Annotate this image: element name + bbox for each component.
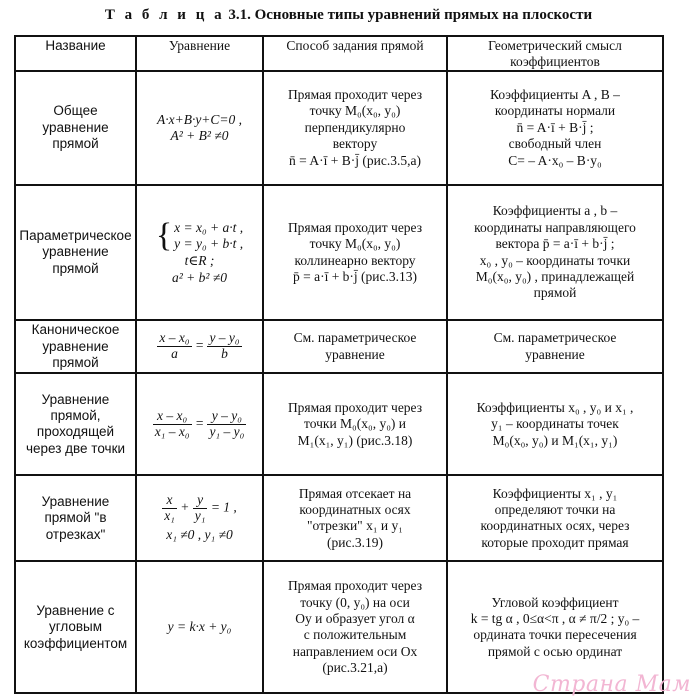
row-method: Прямая проходит через точку M₀(x₀, y₀) коллинеарно вектору p̄ = a·ī + b·j̄ (рис.3.13) [263, 185, 447, 320]
row-equation: A·x+B·y+C=0 , A² + B² ≠0 [136, 71, 263, 185]
row-name: Уравнение с угловым коэффициентом [15, 561, 136, 693]
header-method: Способ задания прямой [263, 36, 447, 71]
row-method: Прямая отсекает на координатных осях "отрезки" x₁ и y₁ (рис.3.19) [263, 475, 447, 561]
equations-table [14, 35, 664, 694]
row-meaning: Коэффициенты x₁ , y₁ определяют точки на координатных осях, через которые проходит прямая [447, 475, 663, 561]
table-caption [0, 7, 697, 24]
row-equation: $\frac{\text{x – x₀}}{\text{x₁ – x₀}}$ = $\frac{\text{y – y₀}}{\text{y₁ – y₀}}$ [136, 373, 263, 475]
row-name: Каноническое уравнение прямой [15, 320, 136, 373]
row-name: Уравнение прямой, проходящей через две точки [15, 373, 136, 475]
row-equation: $\frac{x}{\text{x₁}}$ + $\frac{y}{\text{y₁}}$ = 1 , x₁ ≠0 , y₁ ≠0 [136, 475, 263, 561]
row-name: Общее уравнение прямой [15, 71, 136, 185]
row-meaning: Коэффициенты x₀ , y₀ и x₁ , y₁ – координаты точек M₀(x₀, y₀) и M₁(x₁, y₁) [447, 373, 663, 475]
row-meaning: Коэффициенты A , B – координаты нормали n̄ = A·ī + B·j̄ ; свободный член C= – A·x₀ – B·y₀ [447, 71, 663, 185]
header-meaning: Геометрический смысл коэффициентов [447, 36, 663, 71]
row-name: Параметрическое уравнение прямой [15, 185, 136, 320]
row-meaning: См. параметрическое уравнение [447, 320, 663, 373]
caption-number: 3.1. [228, 7, 251, 23]
table-row [15, 320, 663, 373]
watermark-logo: Страна Мам [532, 672, 691, 697]
row-method: Прямая проходит через точку M₀(x₀, y₀) перпендикулярно вектору n̄ = A·ī + B·j̄ (рис.3.5,а) [263, 71, 447, 185]
row-meaning: Коэффициенты a , b – координаты направляющего вектора p̄ = a·ī + b·j̄ ; x₀ , y₀ – координаты точки M₀(x₀, y₀) , принадлежащей прямой [447, 185, 663, 320]
row-method: Прямая проходит через точки M₀(x₀, y₀) и M₁(x₁, y₁) (рис.3.18) [263, 373, 447, 475]
header-name: Название [15, 36, 136, 71]
caption-prefix: Т а б л и ц а [104, 7, 225, 23]
header-row [15, 36, 663, 71]
header-equation: Уравнение [136, 36, 263, 71]
row-meaning: Угловой коэффициент k = tg α , 0≤α<π , α ≠ π/2 ; y₀ – ордината точки пересечения прямой с осью ординат [447, 561, 663, 693]
table-row [15, 71, 663, 185]
row-equation: y = k·x + y₀ [136, 561, 263, 693]
caption-title: Основные типы уравнений прямых на плоскости [254, 7, 593, 23]
row-equation: $\frac{\text{x – x₀}}{a}$ = $\frac{\text{y – y₀}}{b}$ [136, 320, 263, 373]
row-equation: { x = x₀ + a·t , y = y₀ + b·t , t∈R ; a² + b² ≠0 [136, 185, 263, 320]
table-row [15, 373, 663, 475]
row-method: См. параметрическое уравнение [263, 320, 447, 373]
table-row [15, 475, 663, 561]
table-row [15, 185, 663, 320]
row-name: Уравнение прямой "в отрезках" [15, 475, 136, 561]
row-method: Прямая проходит через точку (0, y₀) на оси Oy и образует угол α с положительным направлением оси Ox (рис.3.21,а) [263, 561, 447, 693]
